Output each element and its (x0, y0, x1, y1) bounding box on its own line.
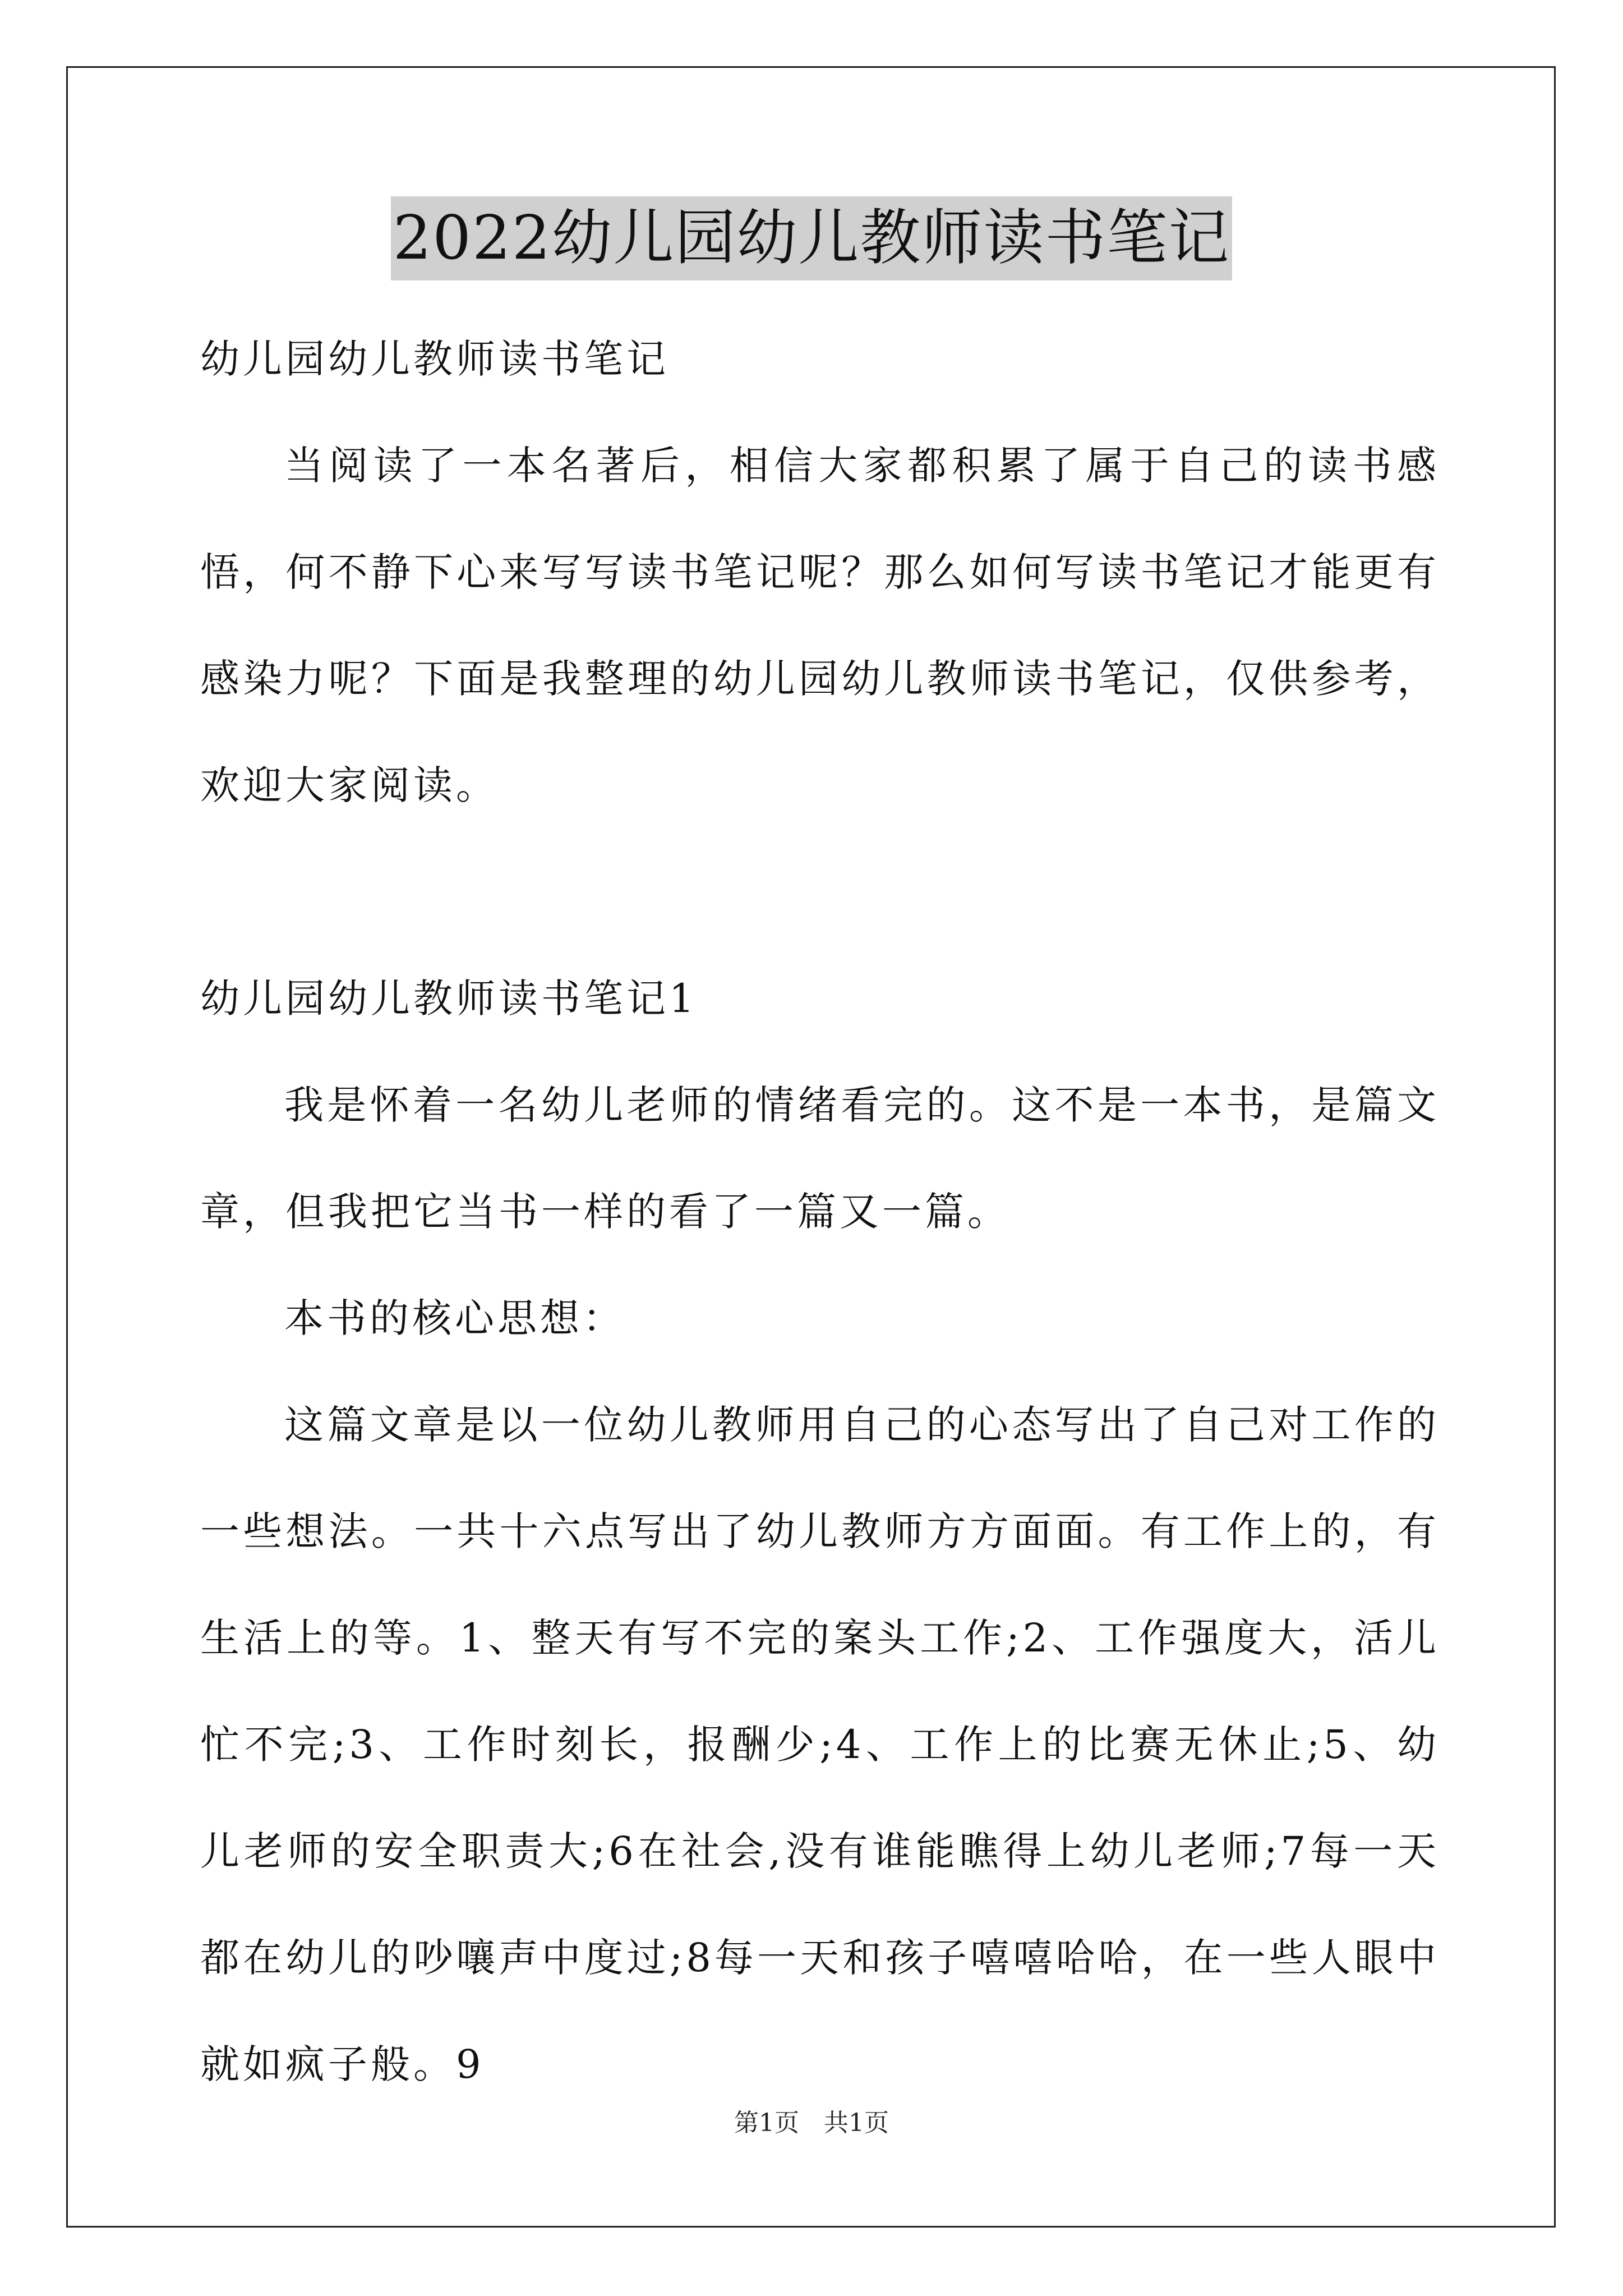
document-title: 2022幼儿园幼儿教师读书笔记 (391, 196, 1233, 280)
intro-heading: 幼儿园幼儿教师读书笔记 (200, 336, 669, 382)
note1-paragraph-1: 我是怀着一名幼儿老师的情绪看完的。这不是一本书，是篇文章，但我把它当书一样的看了一篇又一篇。 (200, 1082, 1440, 1235)
document-body (200, 306, 1440, 2118)
note1-heading: 幼儿园幼儿教师读书笔记1 (200, 976, 698, 1022)
page-footer: 第1页 共1页 (734, 2109, 889, 2137)
section-gap (200, 839, 1440, 945)
note1-paragraph-3: 这篇文章是以一位幼儿教师用自己的心态写出了自己对工作的一些想法。一共十六点写出了幼儿教师方方面面。有工作上的，有生活上的等。1、整天有写不完的案头工作;2、工作强度大，活儿忙不完;3、工作时刻长，报酬少;4、工作上的比赛无休止;5、幼儿老师的安全职责大;6在社会,没有谁能瞧得上幼儿老师;7每一天都在幼儿的吵嚷声中度过;8每一天和孩子嘻嘻哈哈，在一些人眼中就如疯子般。9 (200, 1402, 1440, 2087)
note1-paragraph-2: 本书的核心思想： (284, 1295, 625, 1341)
intro-paragraph: 当阅读了一本名著后，相信大家都积累了属于自己的读书感悟，何不静下心来写写读书笔记呢？那么如何写读书笔记才能更有感染力呢？下面是我整理的幼儿园幼儿教师读书笔记，仅供参考，欢迎大家阅读。 (200, 443, 1440, 808)
title-wrapper (0, 196, 1623, 280)
